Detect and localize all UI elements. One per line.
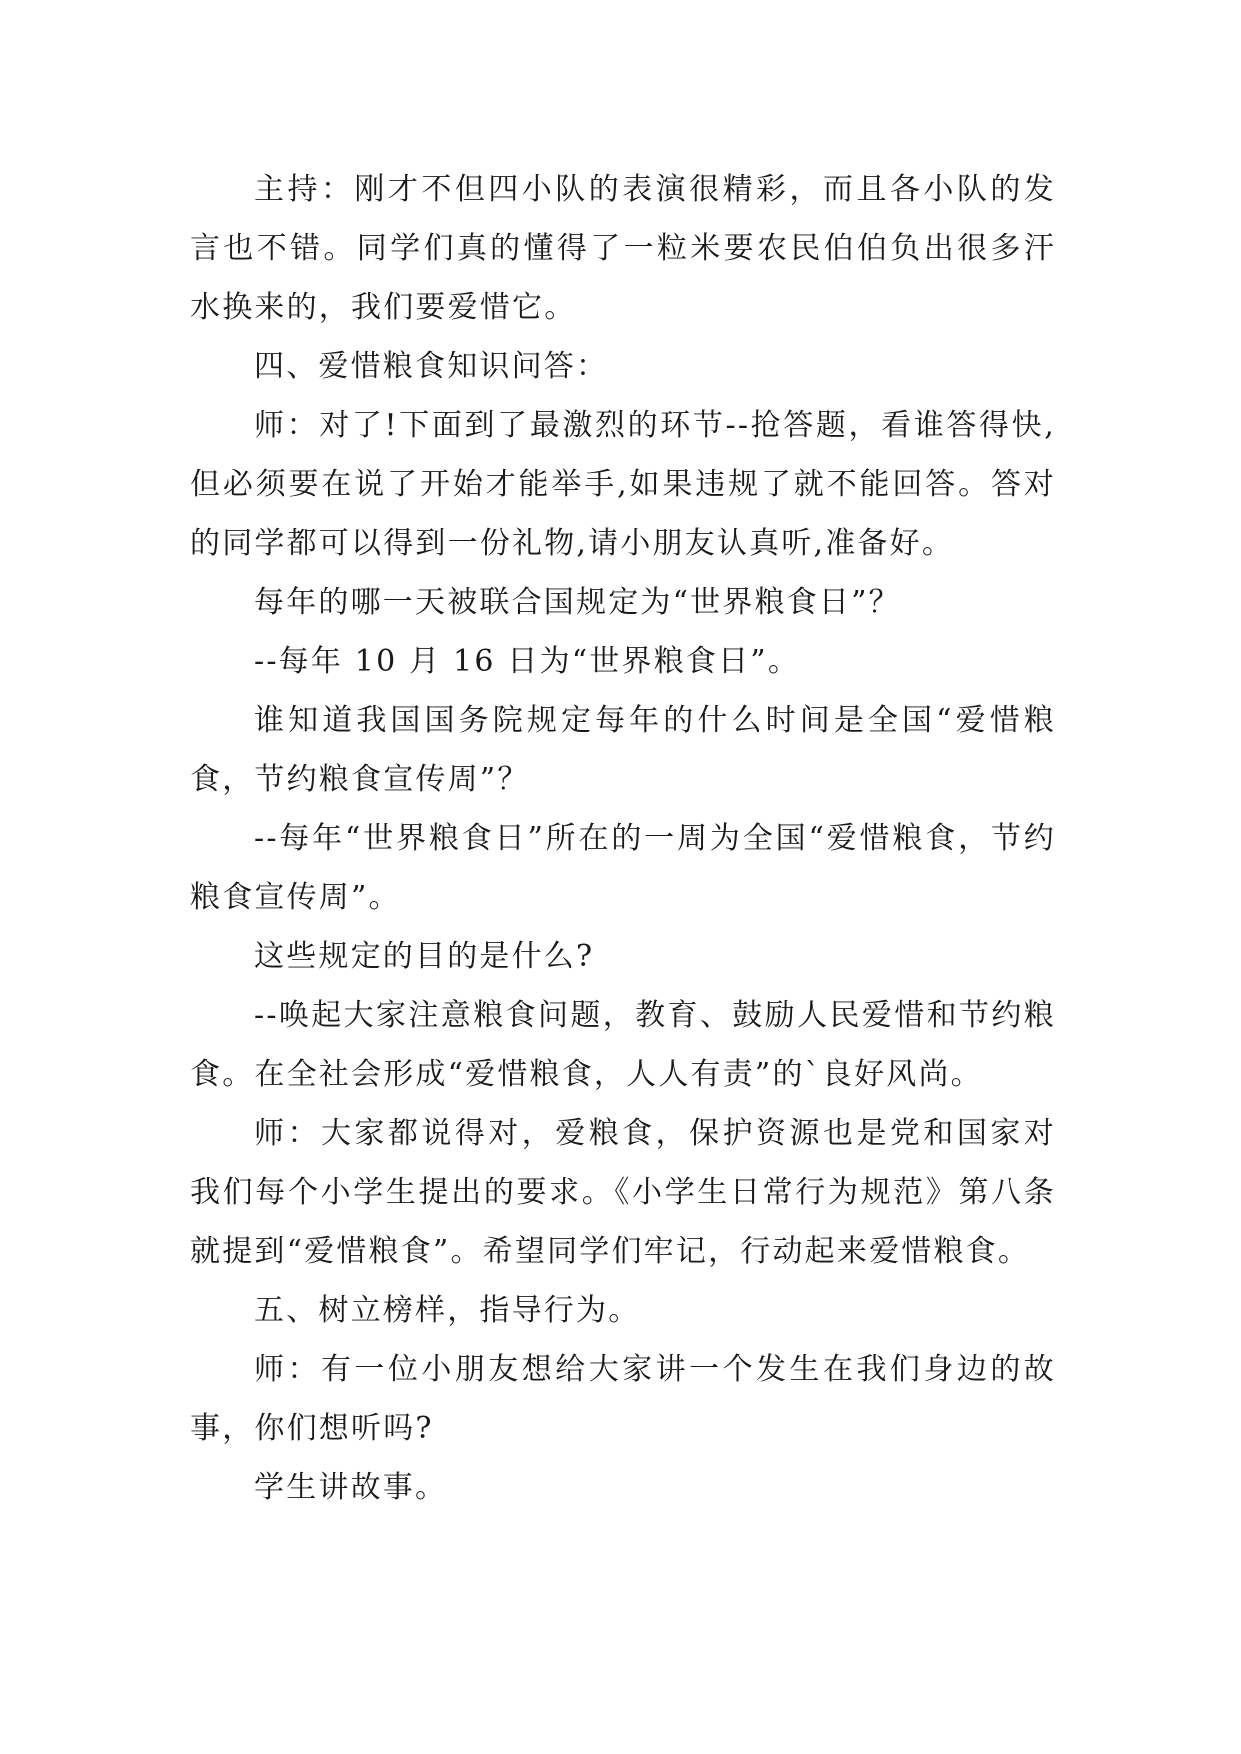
document-page (190, 160, 1056, 1517)
section-heading-role-model: 五、树立榜样，指导行为。 (254, 1293, 641, 1328)
paragraph-question-1: 每年的哪一天被联合国规定为“世界粮食日”？ (254, 585, 901, 620)
paragraph-teacher-story-intro: 师：有一位小朋友想给大家讲一个发生在我们身边的故事，你们想听吗? (190, 1352, 1056, 1446)
section-heading-quiz: 四、爱惜粮食知识问答： (254, 349, 609, 384)
paragraph-answer-3: --唤起大家注意粮食问题，教育、鼓励人民爱惜和节约粮食。在全社会形成“爱惜粮食，人人有责”的`良好风尚。 (190, 998, 1056, 1092)
paragraph-answer-2: --每年“世界粮食日”所在的一周为全国“爱惜粮食，节约粮食宣传周”。 (190, 821, 1056, 915)
paragraph-teacher-summary: 师：大家都说得对，爱粮食，保护资源也是党和国家对我们每个小学生提出的要求。《小学生日常行为规范》第八条就提到“爱惜粮食”。希望同学们牢记，行动起来爱惜粮食。 (190, 1116, 1056, 1269)
paragraph-question-2: 谁知道我国国务院规定每年的什么时间是全国“爱惜粮食，节约粮食宣传周”？ (190, 703, 1056, 797)
paragraph-teacher-quiz-intro: 师：对了!下面到了最激烈的环节--抢答题，看谁答得快,但必须要在说了开始才能举手,如果违规了就不能回答。答对的同学都可以得到一份礼物,请小朋友认真听,准备好。 (190, 408, 1056, 561)
paragraph-host-remarks: 主持：刚才不但四小队的表演很精彩，而且各小队的发言也不错。同学们真的懂得了一粒米要农民伯伯负出很多汗水换来的，我们要爱惜它。 (190, 172, 1056, 325)
paragraph-question-3: 这些规定的目的是什么? (254, 939, 595, 974)
paragraph-student-story: 学生讲故事。 (254, 1470, 448, 1505)
paragraph-answer-1: --每年 10 月 16 日为“世界粮食日”。 (254, 644, 801, 679)
